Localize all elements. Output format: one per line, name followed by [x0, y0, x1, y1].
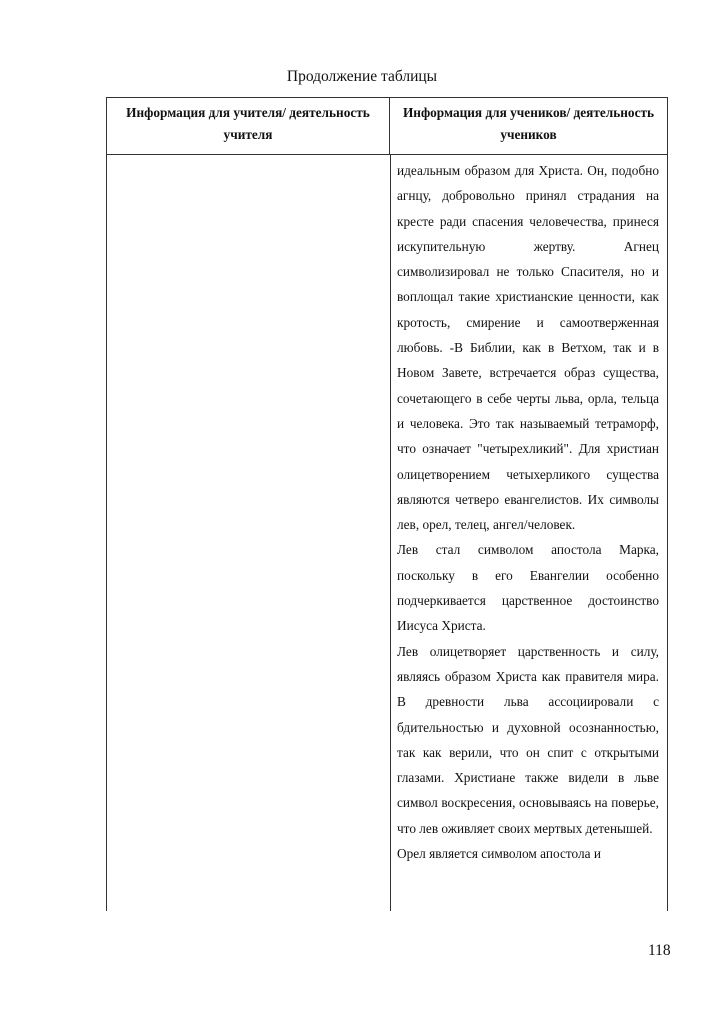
header-teacher: Информация для учителя/ деятельность учителя: [107, 98, 390, 154]
continuation-table: [106, 97, 668, 911]
paragraph: идеальным образом для Христа. Он, подобно агнцу, добровольно принял страдания на кресте ради спасения человечества, принеся искупительную жертву. Агнец символизировал не только Спасителя, но и воплощал такие христианские ценности, как кротость, смирение и самоотверженная любовь. -В Библии, как в Ветхом, так и в Новом Завете, встречается образ существа, сочетающего в себе черты льва, орла, тельца и человека. Это так называемый тетраморф, что означает "четырехликий". Для христиан олицетворением четыхерликого существа являются четверо евангелистов. Их символы лев, орел, телец, ангел/человек.: [397, 163, 659, 533]
header-students: Информация для учеников/ деятельность учеников: [402, 105, 655, 142]
paragraph: Орел является символом апостола и: [397, 846, 601, 862]
paragraph: Лев стал символом апостола Марка, поскольку в его Евангелии особенно подчеркивается царственное достоинство Иисуса Христа.: [397, 542, 659, 634]
paragraph: Лев олицетворяет царственность и силу, являясь образом Христа как правителя мира. В древности льва ассоциировали с бдительностью и духовной осознанностью, так как верили, что он спит с открытыми глазами. Христиане также видели в льве символ воскресения, основываясь на поверье, что лев оживляет своих мертвых детенышей.: [397, 643, 659, 836]
students-content-cell: [397, 158, 659, 866]
table-caption: Продолжение таблицы: [286, 68, 438, 85]
table-header-row: [107, 98, 667, 155]
page-number: 118: [648, 942, 671, 959]
column-divider: [390, 154, 391, 911]
